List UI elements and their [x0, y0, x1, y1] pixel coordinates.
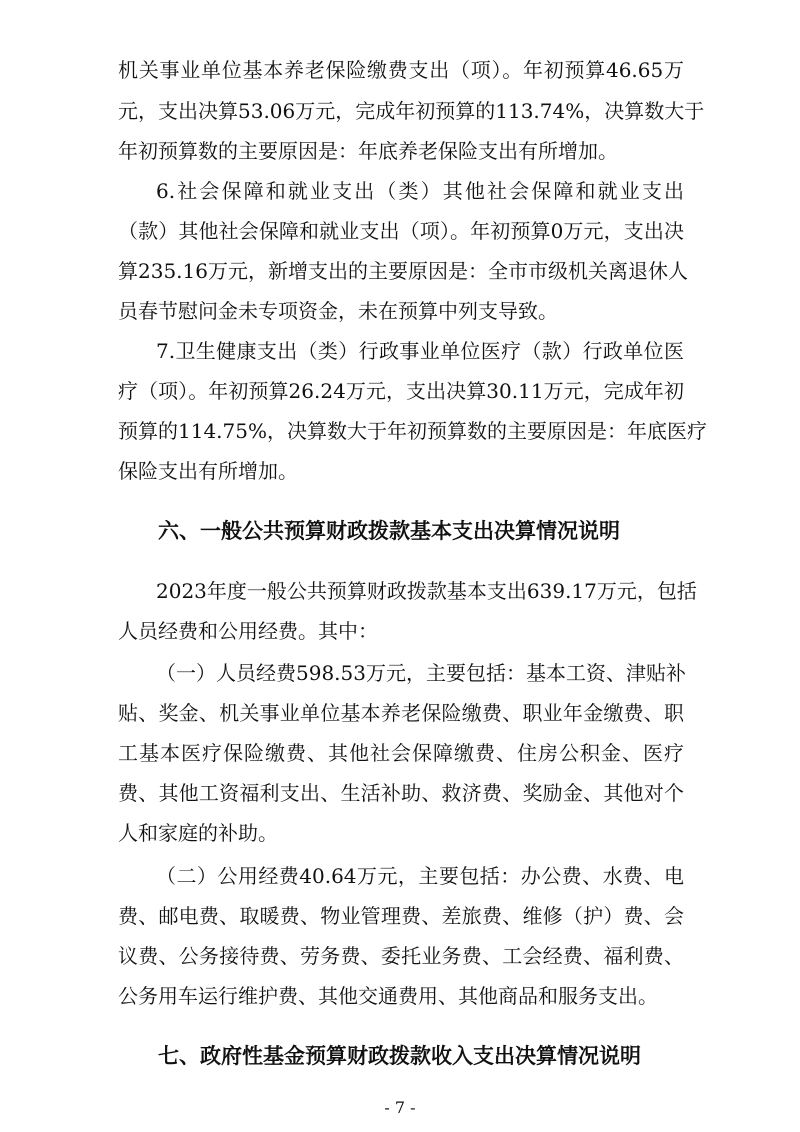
- text-line: 议费、公务接待费、劳务费、委托业务费、工会经费、福利费、: [118, 944, 684, 968]
- text-line: 2023年度一般公共预算财政拨款基本支出639.17万元，包括: [156, 579, 697, 603]
- section-heading-6: 六、一般公共预算财政拨款基本支出决算情况说明: [158, 519, 620, 543]
- text-line: 算235.16万元，新增支出的主要原因是：全市市级机关离退休人: [118, 259, 688, 283]
- text-line: 元，支出决算53.06万元，完成年初预算的113.74%，决算数大于: [118, 99, 705, 123]
- text-line: 7.卫生健康支出（类）行政事业单位医疗（款）行政单位医: [156, 339, 684, 363]
- text-line: （二）公用经费40.64万元，主要包括：办公费、水费、电: [156, 864, 684, 888]
- text-line: 年初预算数的主要原因是：年底养老保险支出有所增加。: [118, 139, 618, 163]
- text-line: 6.社会保障和就业支出（类）其他社会保障和就业支出: [156, 179, 684, 203]
- text-line: 保险支出有所增加。: [118, 459, 298, 483]
- text-line: 人员经费和公用经费。其中：: [118, 619, 378, 643]
- text-line: （一）人员经费598.53万元，主要包括：基本工资、津贴补: [156, 661, 686, 685]
- text-line: 机关事业单位基本养老保险缴费支出（项）。年初预算46.65万: [118, 58, 684, 82]
- text-line: 费、邮电费、取暖费、物业管理费、差旅费、维修（护）费、会: [118, 904, 684, 928]
- text-line: 疗（项）。年初预算26.24万元，支出决算30.11万元，完成年初: [118, 379, 684, 403]
- text-line: 预算的114.75%，决算数大于年初预算数的主要原因是：年底医疗: [118, 419, 707, 443]
- page-number: - 7 -: [384, 1098, 416, 1117]
- text-line: （款）其他社会保障和就业支出（项）。年初预算0万元，支出决: [118, 219, 684, 243]
- text-line: 人和家庭的补助。: [118, 821, 278, 845]
- text-line: 公务用车运行维护费、其他交通费用、其他商品和服务支出。: [118, 984, 658, 1008]
- text-line: 工基本医疗保险缴费、其他社会保障缴费、住房公积金、医疗: [118, 741, 684, 765]
- text-line: 费、其他工资福利支出、生活补助、救济费、奖励金、其他对个: [118, 781, 684, 805]
- text-line: 员春节慰问金未专项资金，未在预算中列支导致。: [118, 299, 558, 323]
- section-heading-7: 七、政府性基金预算财政拨款收入支出决算情况说明: [158, 1044, 641, 1068]
- text-line: 贴、奖金、机关事业单位基本养老保险缴费、职业年金缴费、职: [118, 701, 684, 725]
